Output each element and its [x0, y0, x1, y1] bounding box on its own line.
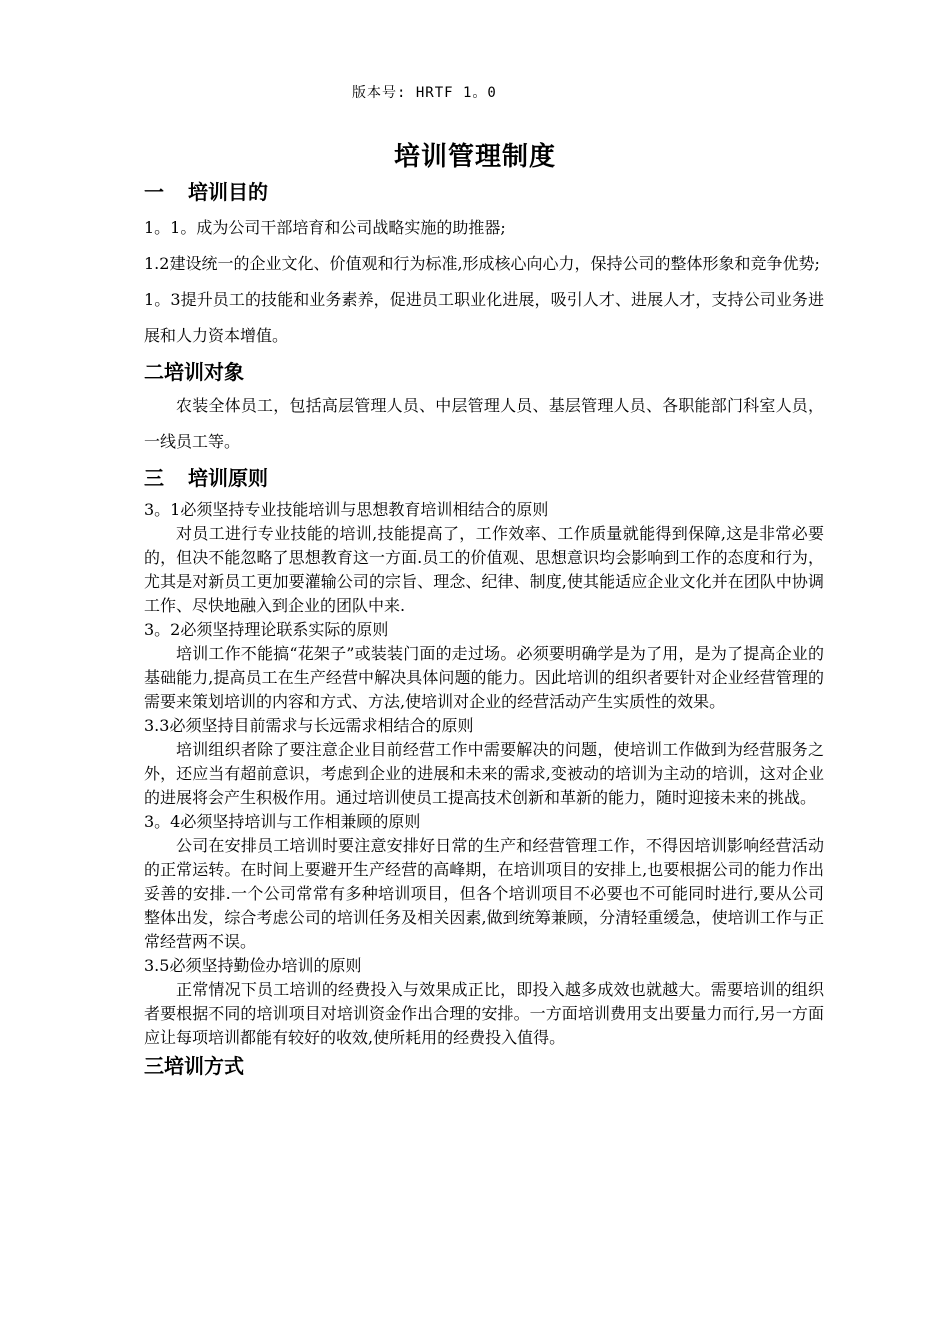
principle-title: 3。2必须坚持理论联系实际的原则 [144, 620, 389, 639]
principle-body: 培训组织者除了要注意企业目前经营工作中需要解决的问题，使培训工作做到为经营服务之外，还应当有超前意识，考虑到企业的进展和未来的需求,变被动的培训为主动的培训，这对企业的进展将会产生积极作用。通过培训使员工提高技术创新和革新的能力，随时迎接未来的挑战。 [144, 740, 824, 807]
purpose-item: 1。3提升员工的技能和业务素养，促进员工职业化进展，吸引人才、进展人才，支持公司业务进展和人力资本增值。 [144, 290, 824, 345]
principle-title: 3.5必须坚持勤俭办培训的原则 [144, 956, 362, 975]
section-heading-principles [144, 464, 824, 492]
section-number: 一 [144, 180, 164, 204]
document-body [144, 178, 824, 1080]
principle-title: 3。1必须坚持专业技能培训与思想教育培训相结合的原则 [144, 500, 549, 519]
document-title: 培训管理制度 [393, 142, 556, 172]
version-number: 版本号: HRTF 1。0 [352, 85, 497, 101]
principle-body: 公司在安排员工培训时要注意安排好日常的生产和经营管理工作，不得因培训影响经营活动的正常运转。在时间上要避开生产经营的高峰期，在培训项目的安排上,也要根据公司的能力作出妥善的安排.一个公司常常有多种培训项目，但各个培训项目不必要也不可能同时进行,要从公司整体出发，综合考虑公司的培训任务及相关因素,做到统筹兼顾，分清轻重缓急，使培训工作与正常经营两不误。 [144, 836, 824, 951]
principle-title: 3.3必须坚持目前需求与长远需求相结合的原则 [144, 716, 474, 735]
section-title: 培训原则 [188, 466, 268, 490]
principle-body: 培训工作不能搞“花架子”或装装门面的走过场。必须要明确学是为了用，是为了提高企业的基础能力,提高员工在生产经营中解决具体问题的能力。因此培训的组织者要针对企业经营管理的需要来策划培训的内容和方式、方法,使培训对企业的经营活动产生实质性的效果。 [144, 644, 824, 711]
section-heading-methods: 三培训方式 [144, 1054, 244, 1078]
purpose-list [144, 210, 824, 354]
principle-body: 正常情况下员工培训的经费投入与效果成正比，即投入越多成效也就越大。需要培训的组织者要根据不同的培训项目对培训资金作出合理的安排。一方面培训费用支出要量力而行,另一方面应让每项培训都能有较好的收效,使所耗用的经费投入值得。 [144, 980, 824, 1047]
purpose-item: 1.2建设统一的企业文化、价值观和行为标准,形成核心向心力，保持公司的整体形象和竞争优势; [144, 254, 820, 273]
section-heading-audience: 二培训对象 [144, 360, 244, 384]
purpose-item: 1。1。成为公司干部培育和公司战略实施的助推器; [144, 218, 506, 237]
section-title: 培训目的 [188, 180, 268, 204]
audience-text: 农装全体员工，包括高层管理人员、中层管理人员、基层管理人员、各职能部门科室人员，一线员工等。 [144, 396, 824, 451]
principle-title: 3。4必须坚持培训与工作相兼顾的原则 [144, 812, 421, 831]
principles-list [144, 498, 824, 1050]
principle-body: 对员工进行专业技能的培训,技能提高了，工作效率、工作质量就能得到保障,这是非常必要的，但决不能忽略了思想教育这一方面.员工的价值观、思想意识均会影响到工作的态度和行为，尤其是对新员工更加要灌输公司的宗旨、理念、纪律、制度,使其能适应企业文化并在团队中协调工作、尽快地融入到企业的团队中来. [144, 524, 824, 615]
section-number: 三 [144, 466, 164, 490]
section-heading-purpose [144, 178, 824, 206]
